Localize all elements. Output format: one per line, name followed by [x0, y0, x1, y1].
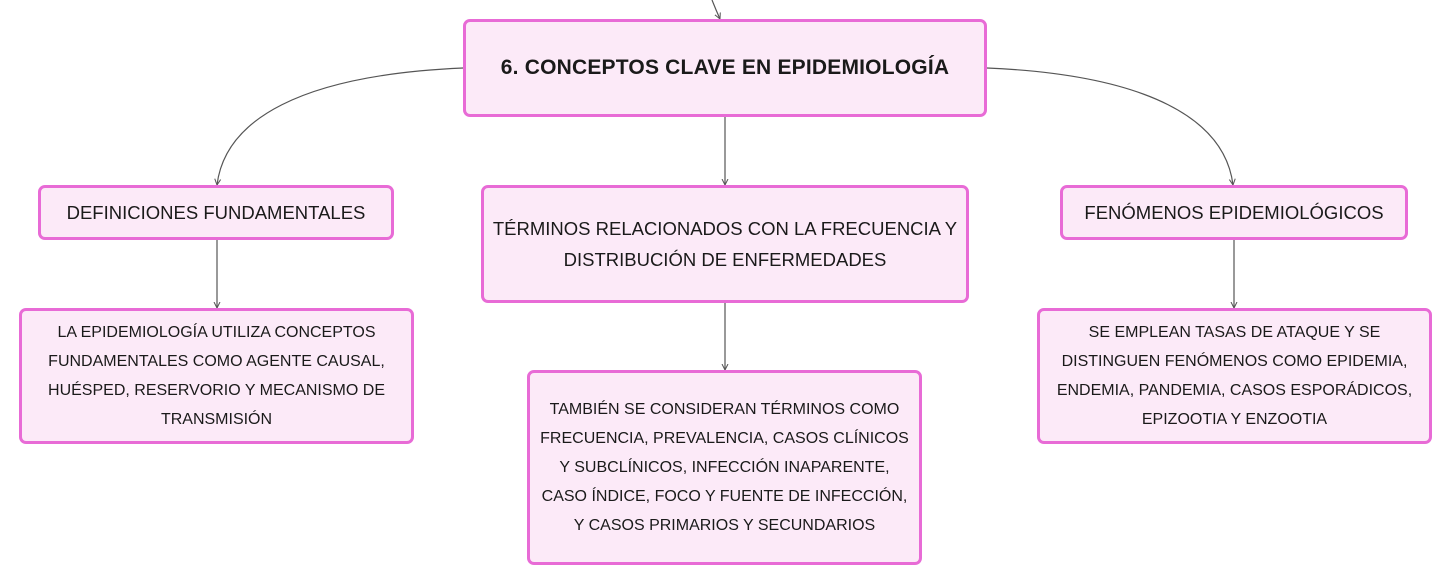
connector-parent-to-root: [712, 0, 720, 19]
branch-fenomenos-node[interactable]: [1060, 185, 1408, 240]
detail-definiciones-node[interactable]: [19, 308, 414, 444]
root-topic-title: 6. CONCEPTOS CLAVE EN EPIDEMIOLOGÍA: [500, 56, 950, 79]
branch-terminos-node[interactable]: [481, 185, 969, 303]
connector-root-to-definiciones: [217, 68, 463, 185]
connector-root-to-fenomenos: [987, 68, 1233, 185]
branch-definiciones-node[interactable]: [38, 185, 394, 240]
branch-definiciones-title: DEFINICIONES FUNDAMENTALES: [66, 202, 366, 223]
detail-fenomenos-text: SE EMPLEAN TASAS DE ATAQUE Y SE DISTINGUEN FENÓMENOS COMO EPIDEMIA, ENDEMIA, PANDEMIA, CASOS ESPORÁDICOS, EPIZOOTIA Y ENZOOTIA: [1056, 324, 1413, 428]
detail-terminos-node[interactable]: [527, 370, 922, 565]
root-topic-node[interactable]: [463, 19, 987, 117]
detail-definiciones-text: LA EPIDEMIOLOGÍA UTILIZA CONCEPTOS FUNDAMENTALES COMO AGENTE CAUSAL, HUÉSPED, RESERVORIO Y MECANISMO DE TRANSMISIÓN: [48, 324, 385, 428]
detail-terminos-text: TAMBIÉN SE CONSIDERAN TÉRMINOS COMO FRECUENCIA, PREVALENCIA, CASOS CLÍNICOS Y SUBCLÍNICOS, INFECCIÓN INAPARENTE, CASO ÍNDICE, FOCO Y FUENTE DE INFECCIÓN, Y CASOS PRIMARIOS Y SECUNDARIOS: [540, 401, 909, 534]
branch-fenomenos-title: FENÓMENOS EPIDEMIOLÓGICOS: [1084, 202, 1384, 223]
detail-fenomenos-node[interactable]: [1037, 308, 1432, 444]
branch-terminos-title: TÉRMINOS RELACIONADOS CON LA FRECUENCIA Y DISTRIBUCIÓN DE ENFERMEDADES: [492, 218, 958, 270]
